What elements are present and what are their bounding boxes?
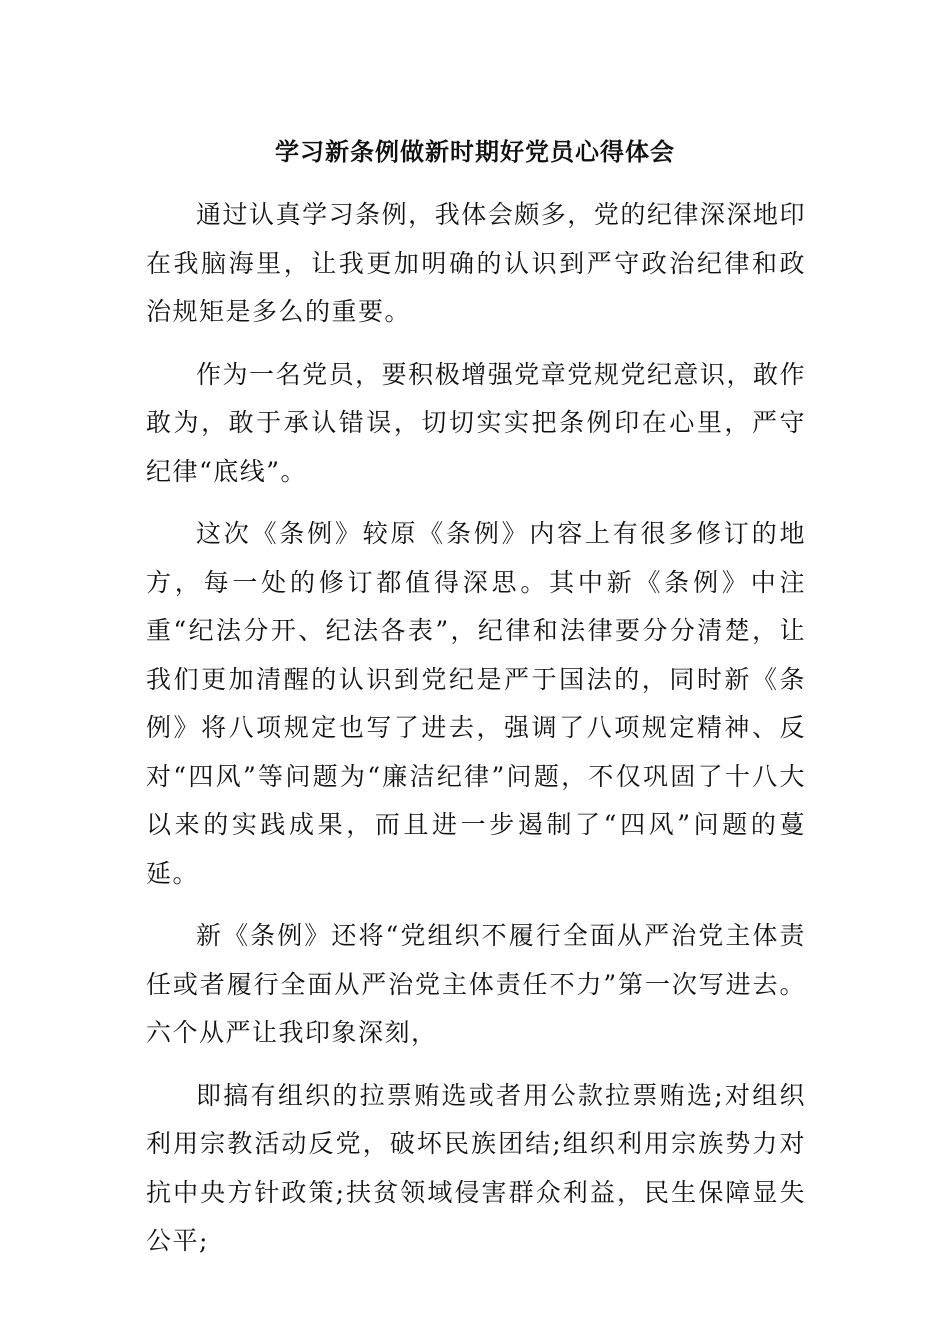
paragraph-5: 即搞有组织的拉票贿选或者用公款拉票贿选;对组织利用宗教活动反党，破坏民族团结;组织利用宗族势力对抗中央方针政策;扶贫领域侵害群众利益，民生保障显失公平; [146,1080,806,1255]
document-title: 学习新条例做新时期好党员心得体会 [275,138,675,166]
paragraph-3: 这次《条例》较原《条例》内容上有很多修订的地方，每一处的修订都值得深思。其中新《条例》中注重“纪法分开、纪法各表”，纪律和法律要分分清楚，让我们更加清醒的认识到党纪是严于国法的，同时新《条例》将八项规定也写了进去，强调了八项规定精神、反对“四风”等问题为“廉洁纪律”问题，不仅巩固了十八大以来的实践成果，而且进一步遏制了“四风”问题的蔓延。 [146,519,806,888]
document-body [146,191,806,1266]
paragraph-4: 新《条例》还将“党组织不履行全面从严治党主体责任或者履行全面从严治党主体责任不力”第一次写进去。六个从严让我印象深刻， [146,921,806,1047]
paragraph-2: 作为一名党员，要积极增强党章党规党纪意识，敢作敢为，敢于承认错误，切切实实把条例印在心里，严守纪律“底线”。 [146,359,806,486]
paragraph-1: 通过认真学习条例，我体会颇多，党的纪律深深地印在我脑海里，让我更加明确的认识到严守政治纪律和政治规矩是多么的重要。 [146,200,806,326]
